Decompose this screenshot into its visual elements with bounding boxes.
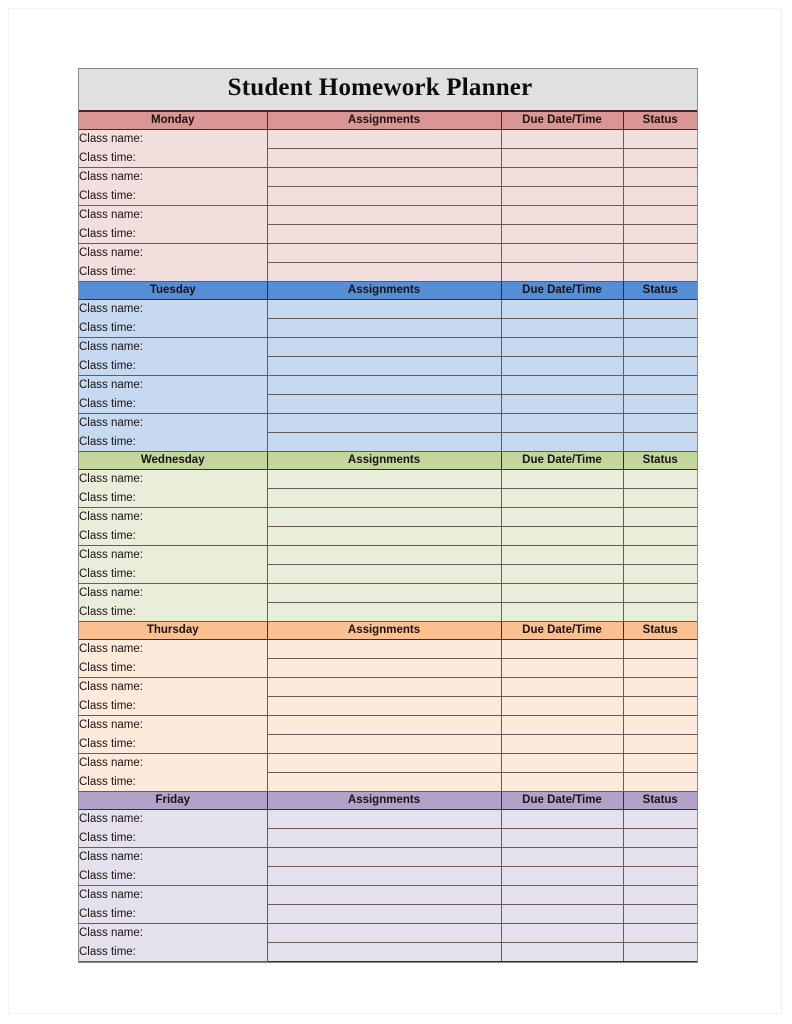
status-input-cell[interactable] [623, 943, 697, 962]
status-input-cell[interactable] [623, 508, 697, 527]
due-date-input-cell[interactable] [501, 659, 623, 678]
assignment-input-cell[interactable] [267, 754, 501, 773]
due-date-input-cell[interactable] [501, 716, 623, 735]
class-time-label: Class time: [79, 829, 267, 848]
due-date-input-cell[interactable] [501, 943, 623, 962]
due-date-input-cell[interactable] [501, 300, 623, 319]
assignment-input-cell[interactable] [267, 678, 501, 697]
entry-row [79, 603, 697, 622]
status-input-cell[interactable] [623, 829, 697, 848]
assignment-input-cell[interactable] [267, 168, 501, 187]
status-input-cell[interactable] [623, 168, 697, 187]
class-name-label: Class name: [79, 130, 267, 149]
entry-row [79, 376, 697, 395]
class-time-label: Class time: [79, 357, 267, 376]
entry-row [79, 187, 697, 206]
status-input-cell[interactable] [623, 338, 697, 357]
status-input-cell[interactable] [623, 565, 697, 584]
entry-row [79, 489, 697, 508]
entry-row [79, 754, 697, 773]
status-input-cell[interactable] [623, 206, 697, 225]
class-time-label: Class time: [79, 319, 267, 338]
class-time-label: Class time: [79, 263, 267, 282]
class-time-label: Class time: [79, 735, 267, 754]
due-date-column-header: Due Date/Time [501, 792, 623, 810]
due-date-input-cell[interactable] [501, 565, 623, 584]
due-date-input-cell[interactable] [501, 886, 623, 905]
entry-row [79, 300, 697, 319]
status-input-cell[interactable] [623, 716, 697, 735]
status-input-cell[interactable] [623, 527, 697, 546]
assignment-input-cell[interactable] [267, 244, 501, 263]
entry-row [79, 225, 697, 244]
assignment-input-cell[interactable] [267, 433, 501, 452]
due-date-input-cell[interactable] [501, 357, 623, 376]
assignment-input-cell[interactable] [267, 829, 501, 848]
status-input-cell[interactable] [623, 187, 697, 206]
entry-row [79, 867, 697, 886]
class-time-label: Class time: [79, 697, 267, 716]
class-time-label: Class time: [79, 659, 267, 678]
due-date-input-cell[interactable] [501, 395, 623, 414]
class-name-label: Class name: [79, 640, 267, 659]
due-date-column-header: Due Date/Time [501, 452, 623, 470]
day-name-header: Wednesday [79, 452, 267, 470]
status-input-cell[interactable] [623, 735, 697, 754]
status-input-cell[interactable] [623, 244, 697, 263]
status-column-header: Status [623, 792, 697, 810]
entry-row [79, 905, 697, 924]
status-input-cell[interactable] [623, 810, 697, 829]
day-name-header: Monday [79, 111, 267, 130]
class-name-label: Class name: [79, 300, 267, 319]
assignment-input-cell[interactable] [267, 716, 501, 735]
class-name-label: Class name: [79, 470, 267, 489]
class-name-label: Class name: [79, 546, 267, 565]
entry-row [79, 357, 697, 376]
entry-row [79, 263, 697, 282]
status-input-cell[interactable] [623, 640, 697, 659]
due-date-input-cell[interactable] [501, 924, 623, 943]
assignments-column-header: Assignments [267, 111, 501, 130]
assignment-input-cell[interactable] [267, 640, 501, 659]
assignment-input-cell[interactable] [267, 659, 501, 678]
due-date-input-cell[interactable] [501, 470, 623, 489]
status-input-cell[interactable] [623, 489, 697, 508]
due-date-input-cell[interactable] [501, 187, 623, 206]
assignment-input-cell[interactable] [267, 206, 501, 225]
assignment-input-cell[interactable] [267, 584, 501, 603]
assignment-input-cell[interactable] [267, 565, 501, 584]
assignments-column-header: Assignments [267, 282, 501, 300]
class-name-label: Class name: [79, 716, 267, 735]
due-date-input-cell[interactable] [501, 773, 623, 792]
entry-row [79, 943, 697, 962]
due-date-column-header: Due Date/Time [501, 111, 623, 130]
status-input-cell[interactable] [623, 546, 697, 565]
status-input-cell[interactable] [623, 584, 697, 603]
status-input-cell[interactable] [623, 773, 697, 792]
entry-row [79, 206, 697, 225]
class-time-label: Class time: [79, 489, 267, 508]
assignments-column-header: Assignments [267, 452, 501, 470]
status-input-cell[interactable] [623, 376, 697, 395]
status-input-cell[interactable] [623, 149, 697, 168]
day-header-row-wednesday [79, 452, 697, 470]
assignment-input-cell[interactable] [267, 489, 501, 508]
entry-row [79, 584, 697, 603]
assignment-input-cell[interactable] [267, 187, 501, 206]
due-date-input-cell[interactable] [501, 376, 623, 395]
due-date-input-cell[interactable] [501, 829, 623, 848]
assignment-input-cell[interactable] [267, 886, 501, 905]
entry-row [79, 773, 697, 792]
assignment-input-cell[interactable] [267, 924, 501, 943]
class-name-label: Class name: [79, 414, 267, 433]
class-name-label: Class name: [79, 924, 267, 943]
status-input-cell[interactable] [623, 867, 697, 886]
status-input-cell[interactable] [623, 130, 697, 149]
day-name-header: Thursday [79, 622, 267, 640]
entry-row [79, 678, 697, 697]
status-input-cell[interactable] [623, 905, 697, 924]
assignment-input-cell[interactable] [267, 603, 501, 622]
entry-row [79, 244, 697, 263]
assignment-input-cell[interactable] [267, 508, 501, 527]
status-input-cell[interactable] [623, 848, 697, 867]
assignment-input-cell[interactable] [267, 905, 501, 924]
entry-row [79, 924, 697, 943]
class-time-label: Class time: [79, 905, 267, 924]
assignment-input-cell[interactable] [267, 735, 501, 754]
due-date-input-cell[interactable] [501, 263, 623, 282]
entry-row [79, 716, 697, 735]
class-name-label: Class name: [79, 886, 267, 905]
entry-row [79, 697, 697, 716]
class-time-label: Class time: [79, 225, 267, 244]
due-date-input-cell[interactable] [501, 489, 623, 508]
entry-row [79, 829, 697, 848]
assignment-input-cell[interactable] [267, 130, 501, 149]
status-input-cell[interactable] [623, 263, 697, 282]
status-input-cell[interactable] [623, 300, 697, 319]
due-date-input-cell[interactable] [501, 244, 623, 263]
class-name-label: Class name: [79, 584, 267, 603]
status-input-cell[interactable] [623, 659, 697, 678]
entry-row [79, 527, 697, 546]
status-input-cell[interactable] [623, 697, 697, 716]
class-time-label: Class time: [79, 433, 267, 452]
status-input-cell[interactable] [623, 924, 697, 943]
class-time-label: Class time: [79, 603, 267, 622]
title-row [79, 69, 697, 111]
status-input-cell[interactable] [623, 886, 697, 905]
assignment-input-cell[interactable] [267, 848, 501, 867]
due-date-input-cell[interactable] [501, 867, 623, 886]
due-date-input-cell[interactable] [501, 546, 623, 565]
entry-row [79, 735, 697, 754]
assignment-input-cell[interactable] [267, 149, 501, 168]
status-input-cell[interactable] [623, 754, 697, 773]
assignment-input-cell[interactable] [267, 414, 501, 433]
status-column-header: Status [623, 622, 697, 640]
assignment-input-cell[interactable] [267, 470, 501, 489]
class-name-label: Class name: [79, 338, 267, 357]
status-input-cell[interactable] [623, 470, 697, 489]
due-date-input-cell[interactable] [501, 527, 623, 546]
assignment-input-cell[interactable] [267, 357, 501, 376]
due-date-input-cell[interactable] [501, 678, 623, 697]
due-date-input-cell[interactable] [501, 130, 623, 149]
class-time-label: Class time: [79, 867, 267, 886]
assignment-input-cell[interactable] [267, 867, 501, 886]
status-input-cell[interactable] [623, 225, 697, 244]
status-input-cell[interactable] [623, 678, 697, 697]
status-column-header: Status [623, 452, 697, 470]
class-time-label: Class time: [79, 187, 267, 206]
status-column-header: Status [623, 111, 697, 130]
assignment-input-cell[interactable] [267, 300, 501, 319]
due-date-column-header: Due Date/Time [501, 622, 623, 640]
due-date-input-cell[interactable] [501, 225, 623, 244]
day-header-row-tuesday [79, 282, 697, 300]
class-name-label: Class name: [79, 810, 267, 829]
assignment-input-cell[interactable] [267, 395, 501, 414]
due-date-input-cell[interactable] [501, 414, 623, 433]
assignment-input-cell[interactable] [267, 773, 501, 792]
class-time-label: Class time: [79, 943, 267, 962]
status-input-cell[interactable] [623, 357, 697, 376]
entry-row [79, 848, 697, 867]
due-date-input-cell[interactable] [501, 697, 623, 716]
status-input-cell[interactable] [623, 603, 697, 622]
due-date-input-cell[interactable] [501, 905, 623, 924]
assignments-column-header: Assignments [267, 622, 501, 640]
entry-row [79, 659, 697, 678]
class-name-label: Class name: [79, 754, 267, 773]
due-date-input-cell[interactable] [501, 848, 623, 867]
assignment-input-cell[interactable] [267, 263, 501, 282]
due-date-input-cell[interactable] [501, 168, 623, 187]
entry-row [79, 149, 697, 168]
assignment-input-cell[interactable] [267, 810, 501, 829]
entry-row [79, 470, 697, 489]
status-input-cell[interactable] [623, 414, 697, 433]
day-name-header: Tuesday [79, 282, 267, 300]
page-title: Student Homework Planner [79, 69, 697, 111]
entry-row [79, 168, 697, 187]
class-name-label: Class name: [79, 168, 267, 187]
status-input-cell[interactable] [623, 433, 697, 452]
class-time-label: Class time: [79, 527, 267, 546]
entry-row [79, 886, 697, 905]
assignment-input-cell[interactable] [267, 338, 501, 357]
class-name-label: Class name: [79, 376, 267, 395]
due-date-input-cell[interactable] [501, 338, 623, 357]
day-header-row-friday [79, 792, 697, 810]
due-date-input-cell[interactable] [501, 584, 623, 603]
planner-grid [79, 69, 697, 962]
class-name-label: Class name: [79, 678, 267, 697]
assignment-input-cell[interactable] [267, 376, 501, 395]
day-header-row-monday [79, 111, 697, 130]
assignments-column-header: Assignments [267, 792, 501, 810]
status-input-cell[interactable] [623, 319, 697, 338]
class-name-label: Class name: [79, 206, 267, 225]
entry-row [79, 319, 697, 338]
due-date-input-cell[interactable] [501, 149, 623, 168]
assignment-input-cell[interactable] [267, 527, 501, 546]
due-date-input-cell[interactable] [501, 735, 623, 754]
class-time-label: Class time: [79, 565, 267, 584]
entry-row [79, 338, 697, 357]
entry-row [79, 414, 697, 433]
class-time-label: Class time: [79, 395, 267, 414]
due-date-input-cell[interactable] [501, 810, 623, 829]
assignment-input-cell[interactable] [267, 697, 501, 716]
entry-row [79, 565, 697, 584]
class-name-label: Class name: [79, 244, 267, 263]
due-date-input-cell[interactable] [501, 433, 623, 452]
due-date-input-cell[interactable] [501, 319, 623, 338]
due-date-input-cell[interactable] [501, 603, 623, 622]
class-time-label: Class time: [79, 773, 267, 792]
class-name-label: Class name: [79, 848, 267, 867]
assignment-input-cell[interactable] [267, 943, 501, 962]
status-input-cell[interactable] [623, 395, 697, 414]
homework-planner-table [78, 68, 698, 963]
due-date-input-cell[interactable] [501, 640, 623, 659]
class-name-label: Class name: [79, 508, 267, 527]
due-date-column-header: Due Date/Time [501, 282, 623, 300]
entry-row [79, 546, 697, 565]
status-column-header: Status [623, 282, 697, 300]
assignment-input-cell[interactable] [267, 319, 501, 338]
entry-row [79, 640, 697, 659]
assignment-input-cell[interactable] [267, 546, 501, 565]
entry-row [79, 395, 697, 414]
due-date-input-cell[interactable] [501, 754, 623, 773]
due-date-input-cell[interactable] [501, 508, 623, 527]
day-header-row-thursday [79, 622, 697, 640]
due-date-input-cell[interactable] [501, 206, 623, 225]
assignment-input-cell[interactable] [267, 225, 501, 244]
entry-row [79, 130, 697, 149]
entry-row [79, 810, 697, 829]
day-name-header: Friday [79, 792, 267, 810]
class-time-label: Class time: [79, 149, 267, 168]
entry-row [79, 433, 697, 452]
entry-row [79, 508, 697, 527]
